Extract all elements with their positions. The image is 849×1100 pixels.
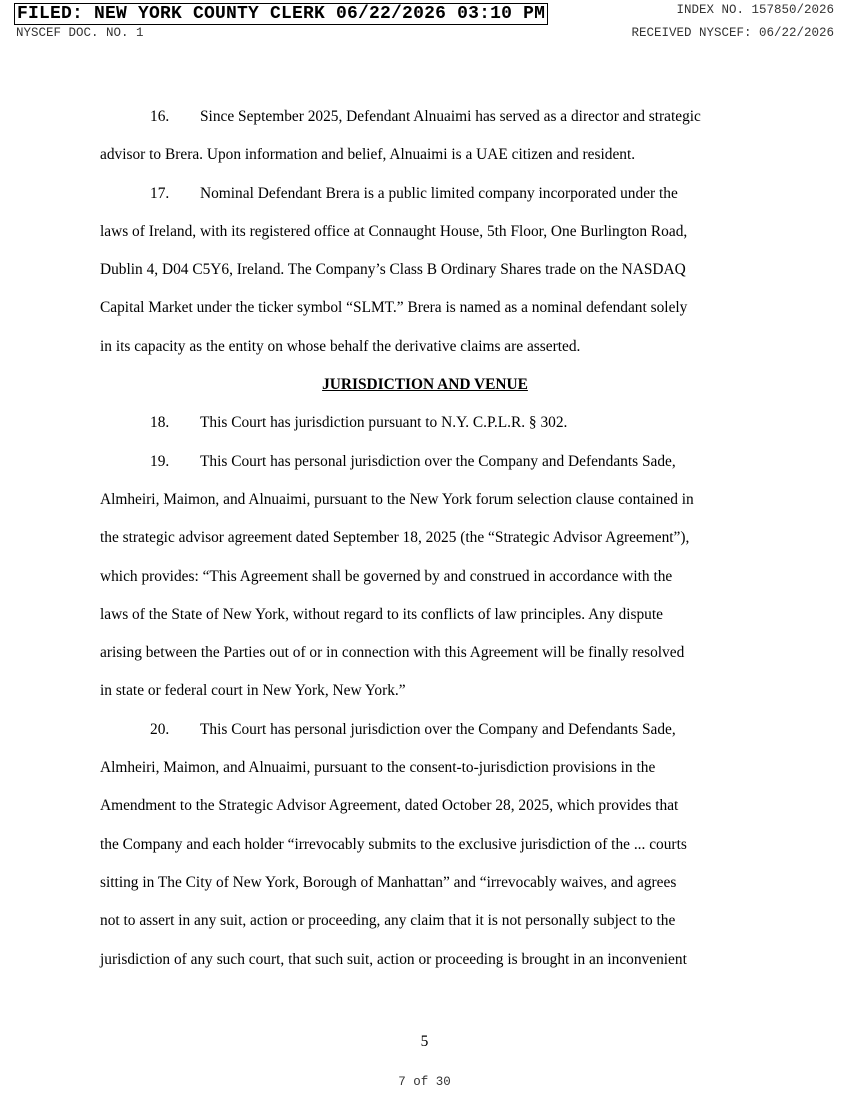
paragraph-20-line-2: Almheiri, Maimon, and Alnuaimi, pursuant to the consent-to-jurisdiction provisions in the <box>100 759 656 777</box>
received-date: RECEIVED NYSCEF: 06/22/2026 <box>631 26 834 40</box>
paragraph-text: Nominal Defendant Brera is a public limited company incorporated under the <box>200 184 678 202</box>
nyscef-doc-number: NYSCEF DOC. NO. 1 <box>16 26 144 40</box>
paragraph-17-line-5: in its capacity as the entity on whose behalf the derivative claims are asserted. <box>100 337 581 355</box>
paragraph-number: 16. <box>150 108 170 125</box>
paragraph-17-line-4: Capital Market under the ticker symbol “SLMT.” Brera is named as a nominal defendant solely <box>100 299 688 317</box>
paragraph-20-line-1 <box>100 711 750 749</box>
page-number: 5 <box>420 1033 429 1050</box>
page-of-total: 7 of 30 <box>398 1075 451 1089</box>
paragraph-20-line-3: Amendment to the Strategic Advisor Agreement, dated October 28, 2025, which provides that <box>100 797 679 815</box>
paragraph-text: This Court has jurisdiction pursuant to N.Y. C.P.L.R. § 302. <box>200 414 568 432</box>
paragraph-19-line-2: Almheiri, Maimon, and Alnuaimi, pursuant to the New York forum selection clause contained in <box>100 490 694 508</box>
paragraph-19-line-4: which provides: “This Agreement shall be governed by and construed in accordance with the <box>100 567 673 585</box>
paragraph-text: This Court has personal jurisdiction over the Company and Defendants Sade, <box>200 452 676 470</box>
paragraph-text: Since September 2025, Defendant Alnuaimi has served as a director and strategic <box>200 108 701 125</box>
paragraph-17-line-3: Dublin 4, D04 C5Y6, Ireland. The Company’s Class B Ordinary Shares trade on the NASDAQ <box>100 261 686 279</box>
paragraph-20-line-7: jurisdiction of any such court, that such suit, action or proceeding is brought in an inconvenient <box>100 950 687 968</box>
paragraph-number: 18. <box>150 414 170 432</box>
paragraph-16-line-1 <box>100 98 750 136</box>
paragraph-20-line-6: not to assert in any suit, action or proceeding, any claim that it is not personally subject to the <box>100 912 676 930</box>
paragraph-19-line-3: the strategic advisor agreement dated September 18, 2025 (the “Strategic Advisor Agreement”), <box>100 529 690 547</box>
paragraph-19-line-5: laws of the State of New York, without regard to its conflicts of law principles. Any dispute <box>100 605 663 623</box>
paragraph-16-line-2: advisor to Brera. Upon information and belief, Alnuaimi is a UAE citizen and resident. <box>100 146 636 164</box>
paragraph-20-line-5: sitting in The City of New York, Borough of Manhattan” and “irrevocably waives, and agrees <box>100 873 677 891</box>
paragraph-20-line-4: the Company and each holder “irrevocably submits to the exclusive jurisdiction of the ... courts <box>100 835 687 853</box>
index-number: INDEX NO. 157850/2026 <box>676 3 834 17</box>
document-body <box>100 98 750 979</box>
paragraph-17-line-1 <box>100 175 750 213</box>
paragraph-number: 20. <box>150 720 170 738</box>
paragraph-text: This Court has personal jurisdiction over the Company and Defendants Sade, <box>200 720 676 738</box>
filed-stamp: FILED: NEW YORK COUNTY CLERK 06/22/2026 03:10 PM <box>14 3 548 25</box>
paragraph-number: 17. <box>150 184 170 202</box>
paragraph-19-line-7: in state or federal court in New York, New York.” <box>100 682 406 700</box>
paragraph-number: 19. <box>150 452 170 470</box>
paragraph-19-line-1 <box>100 443 750 481</box>
section-heading: JURISDICTION AND VENUE <box>322 376 528 394</box>
paragraph-18-line-1 <box>100 404 750 442</box>
paragraph-19-line-6: arising between the Parties out of or in connection with this Agreement will be finally resolved <box>100 644 685 662</box>
paragraph-17-line-2: laws of Ireland, with its registered office at Connaught House, 5th Floor, One Burlington Road, <box>100 222 688 240</box>
